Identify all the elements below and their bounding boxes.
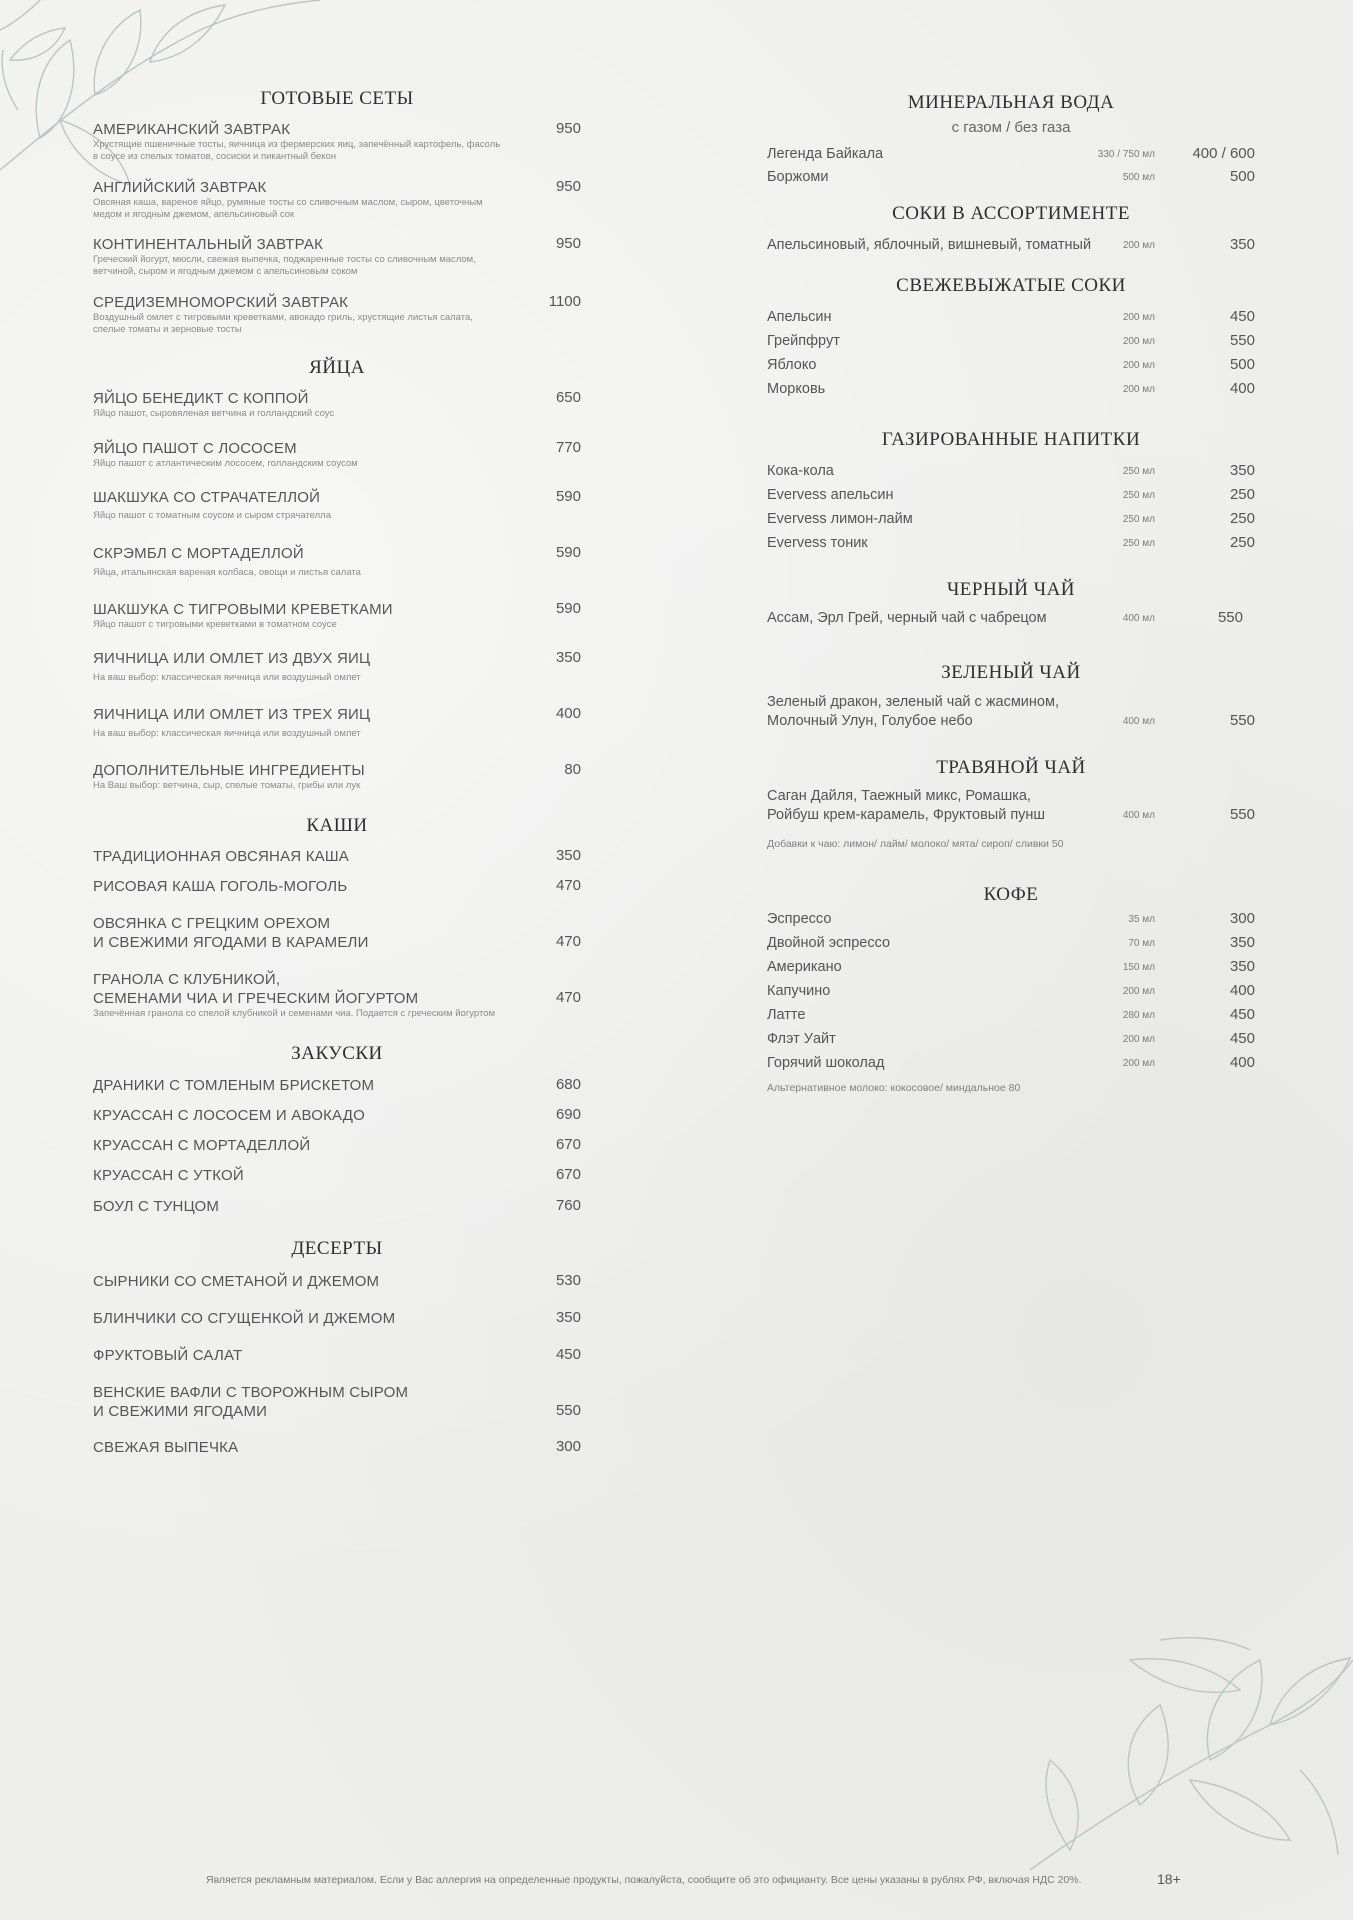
item-price: 350 [555,847,581,864]
drink-item [767,145,1255,164]
item-price: 950 [555,178,581,195]
drink-item [767,380,1255,399]
item-description: На Ваш выбор: ветчина, сыр, спелые томаты, грибы или лук [93,780,361,791]
drink-price: 400 / 600 [1192,145,1255,162]
item-name: АМЕРИКАНСКИЙ ЗАВТРАК [93,121,291,138]
item-description: Греческий йогурт, мюсли, свежая выпечка, поджаренные тосты со сливочным маслом, ветчиной, сыром и ягодным джемом с апельсиновым соком [93,254,476,277]
item-description: Яйцо пашот, сыровяленая ветчина и голландский соус [93,408,335,419]
drink-name: Зеленый дракон, зеленый чай с жасмином, Молочный Улун, Голубое небо [767,694,1059,729]
drink-volume: 200 мл [1122,312,1155,323]
drink-item [767,787,1255,825]
drink-volume: 35 мл [1128,914,1155,925]
drink-volume: 200 мл [1122,240,1155,251]
menu-item [93,649,581,684]
item-description: Воздушный омлет с тигровыми креветками, авокадо гриль, хрустящие листья салата, спелые томаты и зерновые тосты [93,312,473,335]
item-name: БОУЛ С ТУНЦОМ [93,1198,220,1215]
drink-price: 350 [1229,934,1255,951]
section-title-eggs: ЯЙЦА [309,357,365,378]
section-title-soda: ГАЗИРОВАННЫЕ НАПИТКИ [881,429,1141,450]
menu-item [93,847,581,866]
menu-item [93,235,581,278]
drink-price: 550 [1229,806,1255,823]
item-name: ШАКШУКА СО СТРАЧАТЕЛЛОЙ [93,489,321,506]
drink-volume: 250 мл [1122,514,1155,525]
drink-item [767,693,1255,731]
menu-item [93,877,581,896]
drink-volume: 150 мл [1122,962,1155,973]
item-name: ЯЙЦО ПАШОТ С ЛОСОСЕМ [93,440,297,457]
item-name: ЯИЧНИЦА ИЛИ ОМЛЕТ ИЗ ДВУХ ЯИЦ [93,650,371,667]
item-price: 650 [555,389,581,406]
drink-price: 550 [1229,712,1255,729]
item-price: 550 [555,1402,581,1419]
item-name: ТРАДИЦИОННАЯ ОВСЯНАЯ КАША [93,848,349,865]
drink-volume: 280 мл [1122,1010,1155,1021]
menu-item [93,914,581,952]
item-price: 450 [555,1346,581,1363]
menu-item [93,1438,581,1457]
section-title-green-tea: ЗЕЛЕНЫЙ ЧАЙ [941,662,1081,683]
item-price: 680 [555,1076,581,1093]
drink-name: Evervess лимон-лайм [767,511,913,527]
drink-price: 450 [1229,1030,1255,1047]
item-name: КРУАССАН С МОРТАДЕЛЛОЙ [93,1137,311,1154]
item-description: На ваш выбор: классическая яичница или воздушный омлет [93,728,361,739]
item-price: 770 [555,439,581,456]
item-name: КОНТИНЕНТАЛЬНЫЙ ЗАВТРАК [93,236,324,253]
drink-item [767,910,1255,929]
item-description: Яйцо пашот с томатным соусом и сыром страчателла [93,510,331,521]
drink-item [767,934,1255,953]
menu-item [93,1106,581,1125]
drink-price: 250 [1229,534,1255,551]
drink-name: Апельсиновый, яблочный, вишневый, томатный [767,237,1092,253]
menu-item [93,1166,581,1185]
drink-volume: 400 мл [1122,613,1155,624]
item-name: КРУАССАН С ЛОСОСЕМ И АВОКАДО [93,1107,365,1124]
drink-volume: 200 мл [1122,360,1155,371]
drink-item [767,236,1255,255]
drink-item [767,510,1255,529]
menu-item [93,488,581,522]
item-name: РИСОВАЯ КАША ГОГОЛЬ-МОГОЛЬ [93,878,348,895]
menu-item [93,1136,581,1155]
item-price: 1100 [548,293,581,310]
item-price: 530 [555,1272,581,1289]
drink-price: 450 [1229,1006,1255,1023]
drink-item [767,958,1255,977]
drink-name: Американо [767,959,842,975]
drink-name: Саган Дайля, Таежный микс, Ромашка, Ройбуш крем-карамель, Фруктовый пунш [767,788,1046,823]
menu-item [93,1197,581,1216]
item-price: 760 [555,1197,581,1214]
item-price: 950 [555,235,581,252]
drink-volume: 200 мл [1122,986,1155,997]
section-title-porridge: КАШИ [306,815,368,836]
menu-item [93,389,581,420]
drink-volume: 200 мл [1122,384,1155,395]
drink-name: Яблоко [767,357,817,373]
drink-volume: 200 мл [1122,336,1155,347]
section-title-water: МИНЕРАЛЬНАЯ ВОДА [907,92,1115,113]
age-rating-badge: 18+ [1157,1871,1181,1887]
item-description: Запечённая гранола со спелой клубникой и семенами чиа. Подается с греческим йогуртом [93,1008,496,1019]
drink-name: Апельсин [767,309,832,325]
section-title-fresh-juices: СВЕЖЕВЫЖАТЫЕ СОКИ [896,275,1126,296]
drink-price: 400 [1229,1054,1255,1071]
item-name: ФРУКТОВЫЙ САЛАТ [93,1347,243,1364]
item-name: СРЕДИЗЕМНОМОРСКИЙ ЗАВТРАК [93,294,349,311]
drink-name: Боржоми [767,169,829,185]
item-name: СЫРНИКИ СО СМЕТАНОЙ И ДЖЕМОМ [93,1273,380,1290]
item-description: Яйца, итальянская вареная колбаса, овощи и листья салата [93,567,361,578]
item-description: Овсяная каша, вареное яйцо, румяные тосты со сливочным маслом, сыром, цветочным медом и ягодным джемом, апельсиновый сок [93,197,483,220]
section-title-desserts: ДЕСЕРТЫ [291,1238,383,1259]
drink-price: 250 [1229,510,1255,527]
drink-name: Латте [767,1007,806,1023]
menu-item [93,1272,581,1291]
menu-item [93,544,581,579]
drink-name: Evervess тоник [767,535,868,551]
item-price: 350 [555,649,581,666]
drink-price: 450 [1229,308,1255,325]
drink-price: 250 [1229,486,1255,503]
drink-price: 350 [1229,236,1255,253]
item-price: 300 [555,1438,581,1455]
drink-name: Флэт Уайт [767,1031,836,1047]
item-name: ЯЙЦО БЕНЕДИКТ С КОППОЙ [93,390,309,407]
tea-additions-note: Добавки к чаю: лимон/ лайм/ молоко/ мята/ сироп/ сливки 50 [767,838,1064,850]
menu-item [93,1076,581,1095]
menu-item [93,178,581,221]
drink-price: 350 [1229,462,1255,479]
item-name: ДОПОЛНИТЕЛЬНЫЕ ИНГРЕДИЕНТЫ [93,762,365,779]
leaf-branch-bottom-right-icon [1010,1620,1353,1880]
menu-item [93,705,581,740]
menu-item [93,439,581,470]
menu-item [93,1383,581,1421]
section-title-juices: СОКИ В АССОРТИМЕНТЕ [892,203,1130,224]
menu-item [93,1346,581,1365]
item-price: 470 [555,877,581,894]
menu-item [93,120,581,163]
item-price: 470 [555,989,581,1006]
item-name: АНГЛИЙСКИЙ ЗАВТРАК [93,179,267,196]
item-price: 950 [555,120,581,137]
drink-item [767,1054,1255,1073]
drink-volume: 70 мл [1128,938,1155,949]
drink-price: 500 [1229,168,1255,185]
drink-volume: 200 мл [1122,1058,1155,1069]
drink-item [767,486,1255,505]
menu-item [93,1309,581,1328]
drink-item [767,609,1255,628]
drink-volume: 250 мл [1122,490,1155,501]
drink-name: Горячий шоколад [767,1055,885,1071]
drink-name: Ассам, Эрл Грей, черный чай с чабрецом [767,610,1047,626]
drink-volume: 400 мл [1122,810,1155,821]
drink-item [767,1006,1255,1025]
item-price: 470 [555,933,581,950]
item-name: КРУАССАН С УТКОЙ [93,1167,244,1184]
drink-name: Двойной эспрессо [767,935,891,951]
drink-price: 500 [1229,356,1255,373]
drink-item [767,168,1255,187]
drink-price: 350 [1229,958,1255,975]
drink-price: 550 [1229,332,1255,349]
drink-name: Морковь [767,381,826,397]
section-subtitle-water: с газом / без газа [951,119,1071,136]
drink-volume: 200 мл [1122,1034,1155,1045]
item-price: 590 [555,600,581,617]
item-price: 400 [555,705,581,722]
drink-volume: 500 мл [1122,172,1155,183]
drink-name: Эспрессо [767,911,832,927]
drink-name: Легенда Байкала [767,146,884,162]
item-price: 690 [555,1106,581,1123]
drink-price: 400 [1229,982,1255,999]
item-description: Хрустящие пшеничные тосты, яичница из фермерских яиц, запечённый картофель, фасоль в соусе из спелых томатов, сосиски и пикантный бекон [93,139,501,162]
item-description: На ваш выбор: классическая яичница или воздушный омлет [93,672,361,683]
drink-name: Капучино [767,983,831,999]
menu-item [93,600,581,631]
section-title-sets: ГОТОВЫЕ СЕТЫ [260,88,414,109]
menu-item [93,761,581,792]
drink-name: Грейпфрут [767,333,840,349]
item-description: Яйцо пашот с тигровыми креветками в томатном соусе [93,619,337,630]
item-price: 590 [555,488,581,505]
item-price: 80 [564,761,581,778]
item-price: 350 [555,1309,581,1326]
menu-item [93,293,581,336]
drink-volume: 250 мл [1122,538,1155,549]
section-title-herbal-tea: ТРАВЯНОЙ ЧАЙ [936,757,1086,778]
drink-price: 550 [1217,609,1243,626]
item-price: 670 [555,1136,581,1153]
drink-item [767,308,1255,327]
drink-price: 400 [1229,380,1255,397]
section-title-snacks: ЗАКУСКИ [291,1043,383,1064]
item-name: СКРЭМБЛ С МОРТАДЕЛЛОЙ [93,545,304,562]
drink-item [767,462,1255,481]
item-name: БЛИНЧИКИ СО СГУЩЕНКОЙ И ДЖЕМОМ [93,1310,396,1327]
item-name: ШАКШУКА С ТИГРОВЫМИ КРЕВЕТКАМИ [93,601,393,618]
drink-volume: 250 мл [1122,466,1155,477]
drink-item [767,356,1255,375]
item-price: 590 [555,544,581,561]
drink-item [767,1030,1255,1049]
section-title-black-tea: ЧЕРНЫЙ ЧАЙ [946,579,1076,600]
drink-name: Evervess апельсин [767,487,894,503]
item-name: ДРАНИКИ С ТОМЛЕНЫМ БРИСКЕТОМ [93,1077,375,1094]
menu-item [93,970,581,1020]
drink-name: Кока-кола [767,463,834,479]
item-name: ОВСЯНКА С ГРЕЦКИМ ОРЕХОМ И СВЕЖИМИ ЯГОДАМИ В КАРАМЕЛИ [93,915,369,951]
item-name: СВЕЖАЯ ВЫПЕЧКА [93,1439,239,1456]
drink-volume: 330 / 750 мл [1097,149,1155,160]
item-name: ЯИЧНИЦА ИЛИ ОМЛЕТ ИЗ ТРЕХ ЯИЦ [93,706,371,723]
item-description: Яйцо пашот с атлантическим лососем, голландским соусом [93,458,358,469]
drink-price: 300 [1229,910,1255,927]
item-price: 670 [555,1166,581,1183]
alternative-milk-note: Альтернативное молоко: кокосовое/ миндальное 80 [767,1082,1021,1094]
drink-item [767,332,1255,351]
drink-volume: 400 мл [1122,716,1155,727]
drink-item [767,982,1255,1001]
footer-disclaimer: Является рекламным материалом. Если у Вас аллергия на определенные продукты, пожалуйста, сообщите об это официанту. Все цены указаны в рублях РФ, включая НДС 20%. [206,1874,1082,1886]
section-title-coffee: КОФЕ [983,884,1039,905]
item-name: ВЕНСКИЕ ВАФЛИ С ТВОРОЖНЫМ СЫРОМ И СВЕЖИМИ ЯГОДАМИ [93,1384,409,1420]
item-name: ГРАНОЛА С КЛУБНИКОЙ, СЕМЕНАМИ ЧИА И ГРЕЧЕСКИМ ЙОГУРТОМ [93,971,419,1007]
drink-item [767,534,1255,553]
